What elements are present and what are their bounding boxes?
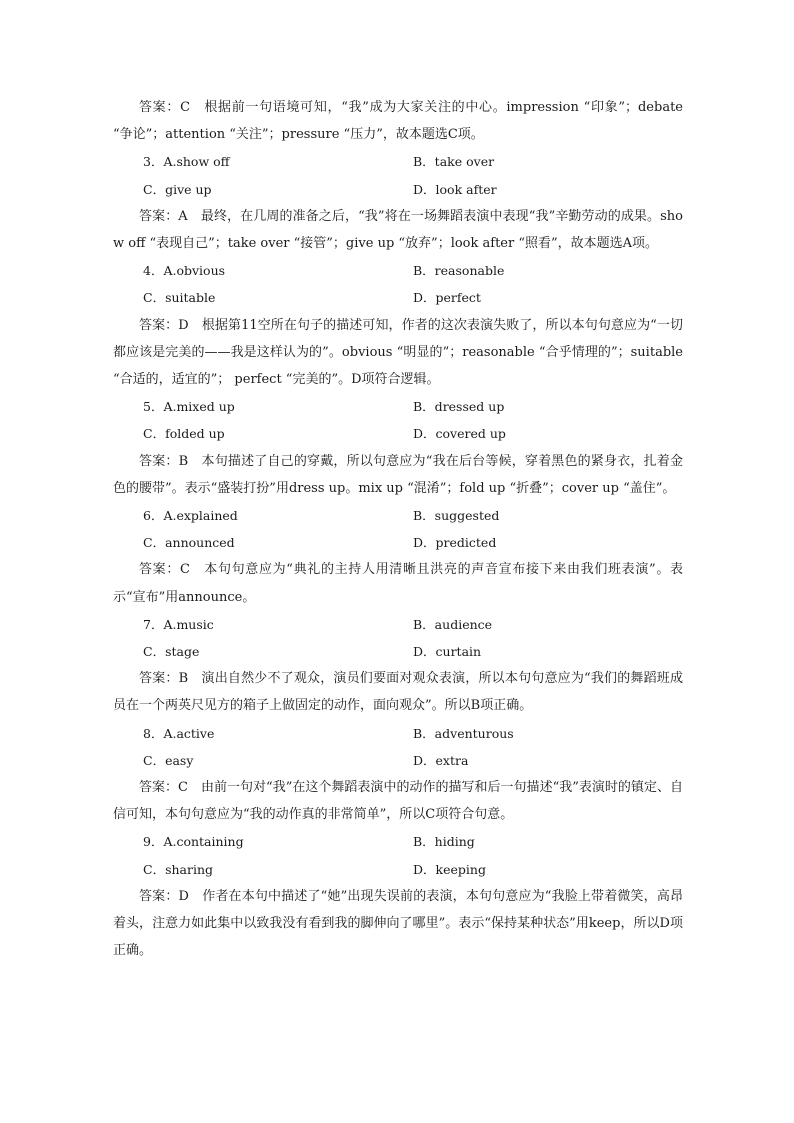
answer-label: 答案： (139, 453, 179, 469)
answer-label: 答案： (139, 562, 181, 578)
answer-paragraph (113, 665, 683, 719)
answer-text: C 本句句意应为“典礼的主持人用清晰且洪亮的声音宣布接下来由我们班表演”。表示“宣布”用announce。 (113, 562, 683, 605)
option-a: 6．A.explained (143, 508, 238, 524)
answer-label: 答案： (139, 208, 179, 224)
option-group-9 (113, 828, 683, 882)
option-a: 3．A.show off (143, 154, 230, 170)
option-row (113, 257, 683, 284)
option-a: 9．A.containing (143, 834, 244, 850)
option-d: D．extra (413, 752, 469, 768)
answer-paragraph (113, 203, 683, 257)
option-group-3 (113, 148, 683, 202)
answer-label: 答案： (139, 888, 179, 904)
option-group-8 (113, 720, 683, 774)
option-c: C．easy (143, 752, 194, 768)
option-c: C．suitable (143, 290, 216, 306)
option-d: D．covered up (413, 426, 506, 442)
option-d: D．perfect (413, 290, 481, 306)
answer-text: D 根据第11空所在句子的描述可知，作者的这次表演失败了，所以本句句意应为“一切都应该是完美的——我是这样认为的”。obvious “明显的”；reasonable “合乎情理的”；suitable “合适的，适宜的”； perfect “完美的”。D项符合逻辑。 (113, 317, 683, 388)
option-a: 4．A.obvious (143, 263, 226, 279)
option-b: B．adventurous (413, 725, 514, 741)
option-row (113, 638, 683, 665)
option-group-7 (113, 611, 683, 665)
option-row (113, 529, 683, 556)
answer-text: D 作者在本句中描述了“她”出现失误前的表演，本句句意应为“我脸上带着微笑，高昂着头，注意力如此集中以致我没有看到我的脚伸向了哪里”。表示“保持某种状态”用keep，所以D项正确。 (113, 888, 683, 959)
option-row (113, 720, 683, 747)
option-group-6 (113, 502, 683, 556)
option-row (113, 747, 683, 774)
answer-paragraph (113, 312, 683, 394)
option-c: C．folded up (143, 426, 225, 442)
option-b: B．take over (413, 154, 495, 170)
answer-paragraph (113, 774, 683, 828)
answer-label: 答案： (139, 317, 179, 333)
option-a: 7．A.music (143, 616, 214, 632)
answer-paragraph (113, 883, 683, 965)
option-group-5 (113, 393, 683, 447)
option-d: D．predicted (413, 535, 497, 551)
option-b: B．suggested (413, 508, 500, 524)
answer-label: 答案： (139, 780, 179, 796)
option-d: D．look after (413, 181, 497, 197)
answer-label: 答案： (139, 100, 181, 115)
option-row (113, 148, 683, 175)
answer-text: C 由前一句对“我”在这个舞蹈表演中的动作的描写和后一句描述“我”表演时的镇定、自信可知，本句句意应为“我的动作真的非常简单”，所以C项符合句意。 (113, 780, 683, 823)
option-row (113, 502, 683, 529)
option-d: D．keeping (413, 861, 486, 877)
option-row (113, 284, 683, 311)
answer-paragraph (113, 448, 683, 502)
option-c: C．sharing (143, 861, 214, 877)
answer-paragraph (113, 94, 683, 148)
answer-text: B 演出自然少不了观众，演员们要面对观众表演，所以本句句意应为“我们的舞蹈班成员在一个两英尺见方的箱子上做固定的动作，面向观众”。所以B项正确。 (113, 671, 683, 714)
option-b: B．reasonable (413, 263, 505, 279)
option-c: C．announced (143, 535, 235, 551)
option-d: D．curtain (413, 644, 482, 660)
option-group-4 (113, 257, 683, 311)
option-row (113, 176, 683, 203)
answer-label: 答案： (139, 671, 179, 687)
answer-text: B 本句描述了自己的穿戴，所以句意应为“我在后台等候，穿着黑色的紧身衣，扎着金色的腰带”。表示“盛装打扮”用dress up。mix up “混淆”；fold up “折叠”；cover up “盖住”。 (113, 453, 683, 496)
answer-text: A 最终，在几周的准备之后，“我”将在一场舞蹈表演中表现“我”辛勤劳动的成果。show off “表现自己”；take over “接管”；give up “放弃”；look after “照看”，故本题选A项。 (113, 208, 683, 252)
option-row (113, 420, 683, 447)
option-a: 8．A.active (143, 725, 215, 741)
option-c: C．give up (143, 181, 212, 197)
option-a: 5．A.mixed up (143, 399, 235, 415)
option-b: B．audience (413, 616, 493, 632)
option-b: B．dressed up (413, 399, 505, 415)
option-row (113, 856, 683, 883)
option-b: B．hiding (413, 834, 475, 850)
answer-key-body (113, 94, 683, 965)
answer-paragraph (113, 556, 683, 610)
option-c: C．stage (143, 644, 200, 660)
answer-text: C 根据前一句语境可知，“我”成为大家关注的中心。impression “印象”；debate “争论”；attention “关注”；pressure “压力”，故本题选C项。 (113, 100, 683, 143)
option-row (113, 611, 683, 638)
option-row (113, 393, 683, 420)
option-row (113, 828, 683, 855)
